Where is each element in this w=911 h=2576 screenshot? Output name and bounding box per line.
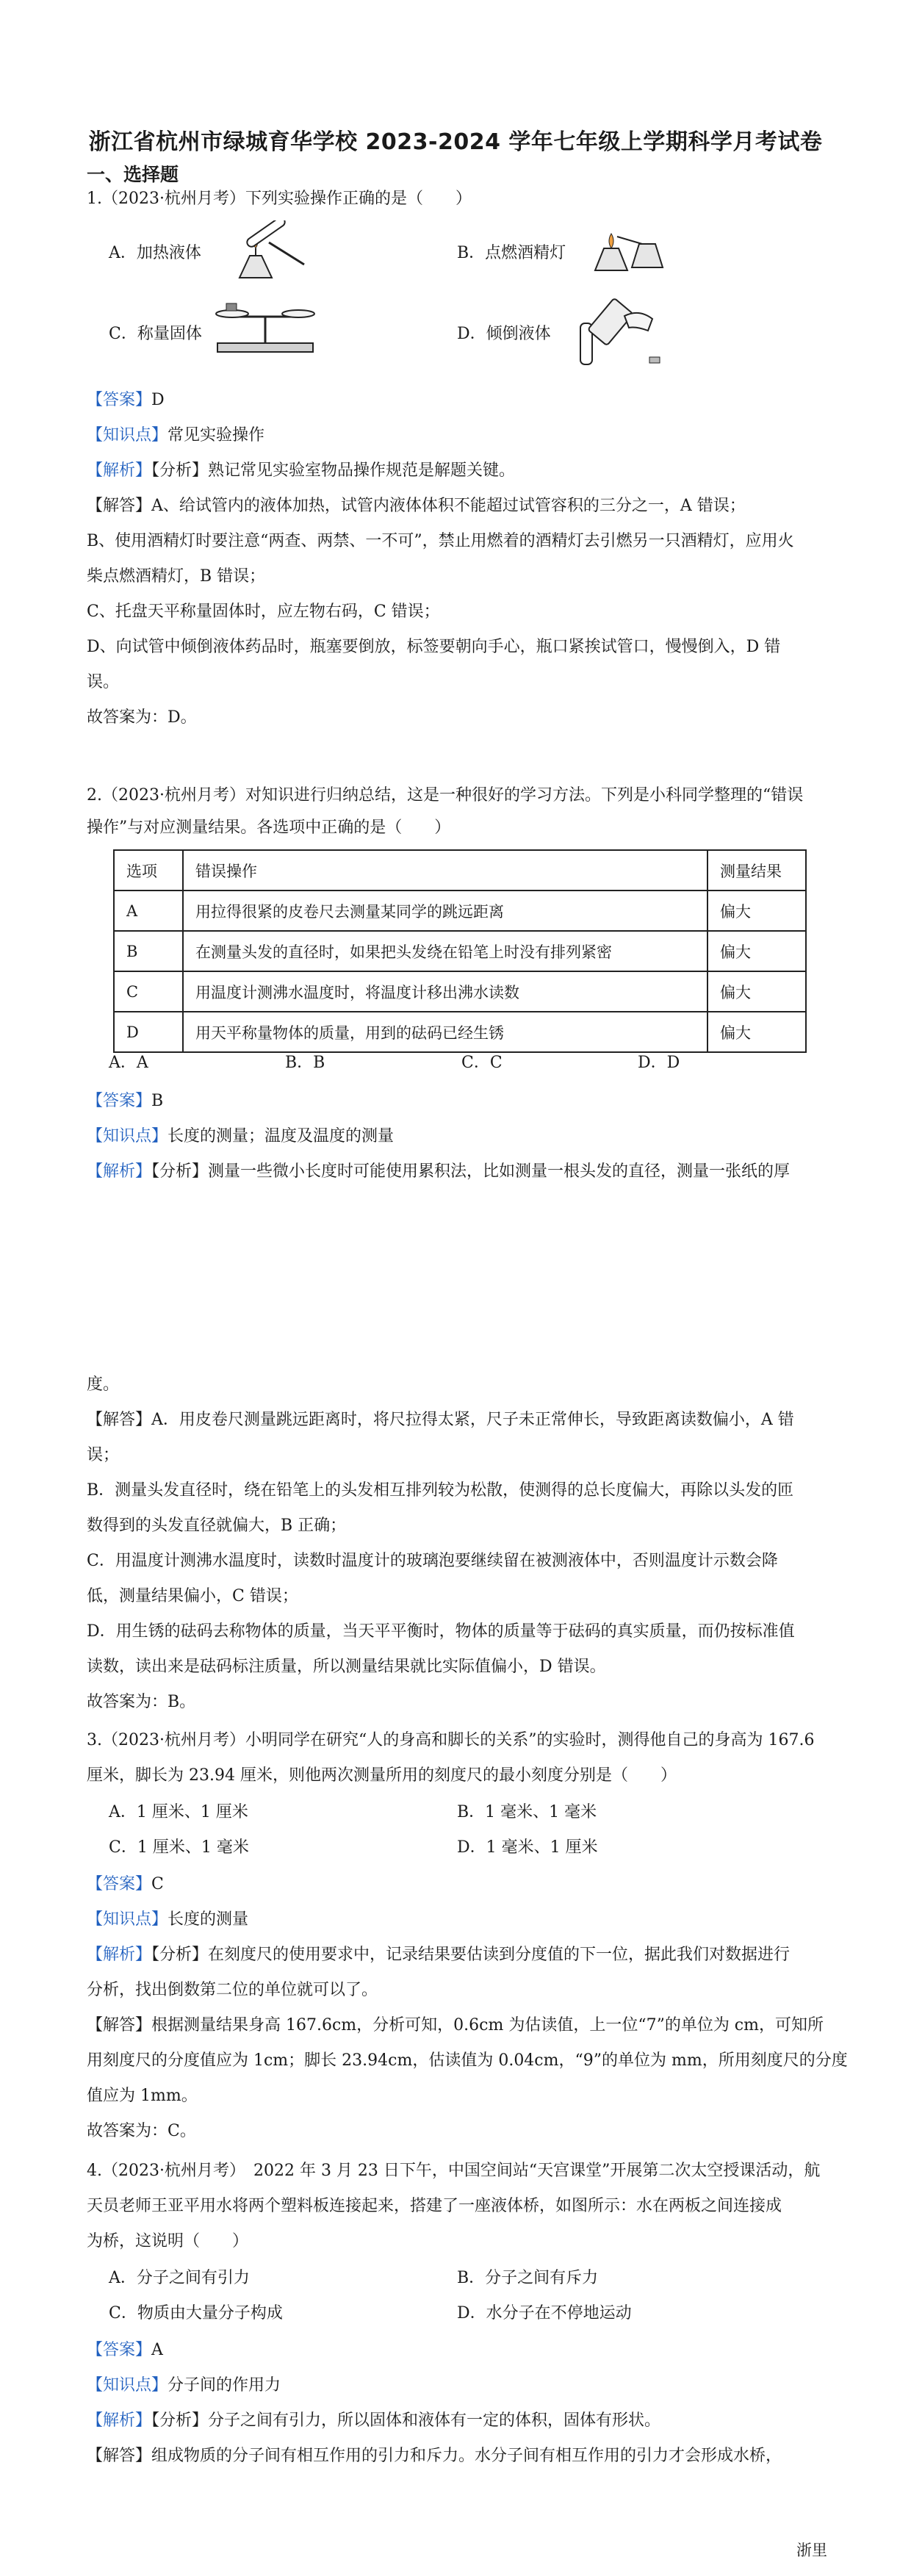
q1-solution-line: C、托盘天平称量固体时，应左物右码，C 错误； [87,602,440,621]
section-heading: 一、选择题 [87,164,179,185]
balance-illustration [203,298,328,356]
q2-analysis: 【解析】【分析】测量一些微小长度时可能使用累积法，比如测量一根头发的直径，测量一张纸的厚 [87,1162,791,1181]
q2-option-c: C．C [461,1054,503,1072]
alcohol-lamp-icon [240,256,272,278]
q3-solution-line: 故答案为：C。 [87,2122,196,2140]
q3-option-d: D．1 毫米、1 厘米 [457,1838,598,1857]
q1-stem: 1.（2023·杭州月考）下列实验操作正确的是（ ） [87,190,472,208]
q3-option-c: C．1 厘米、1 毫米 [109,1838,249,1857]
right-pan-icon [282,310,314,317]
q1-option-d: D．倾倒液体 [457,325,551,343]
q2-option-a: A．A [109,1054,148,1072]
table-cell: 偏大 [707,971,806,1012]
q4-knowledge-point: 【知识点】分子间的作用力 [87,2376,281,2395]
table-row [114,1012,806,1052]
q2-stem: 2.（2023·杭州月考）对知识进行归纳总结，这是一种很好的学习方法。下列是小科同学整理的“错误 [87,786,804,805]
q4-answer: 【答案】A [87,2341,163,2359]
q4-solution-line: 【解答】组成物质的分子间有相互作用的引力和斥力。水分子间有相互作用的引力才会形成水桥， [87,2447,782,2465]
q2-table [113,849,807,1053]
q2-solution-line: 误； [87,1446,120,1464]
table-cell: 偏大 [707,931,806,971]
q1-solution-line: 柴点燃酒精灯，B 错误； [87,567,266,586]
q2-stem: 操作”与对应测量结果。各选项中正确的是（ ） [87,819,451,837]
q4-stem: 天员老师王亚平用水将两个塑料板连接起来，搭建了一座液体桥，如图所示：水在两板之间连接成 [87,2197,782,2215]
q2-answer: 【答案】B [87,1092,164,1110]
table-cell: 在测量头发的直径时，如果把头发绕在铅笔上时没有排列紧密 [183,931,707,971]
q3-solution-line: 分析，找出倒数第二位的单位就可以了。 [87,1981,378,1999]
q4-analysis: 【解析】【分析】分子之间有引力，所以固体和液体有一定的体积，固体有形状。 [87,2411,661,2430]
table-cell: C [114,971,183,1012]
q1-knowledge-point: 【知识点】常见实验操作 [87,426,265,445]
q4-option-a: A．分子之间有引力 [109,2269,250,2287]
table-header-cell: 错误操作 [183,850,707,891]
q3-solution-line: 值应为 1mm。 [87,2087,198,2105]
q2-solution-line: 故答案为：B。 [87,1693,196,1711]
table-cell: 偏大 [707,891,806,931]
q2-knowledge-point: 【知识点】长度的测量；温度及温度的测量 [87,1127,395,1145]
balance-base-icon [217,343,313,352]
q2-solution-line: 【解答】A．用皮卷尺测量跳远距离时，将尺拉得太紧，尺子未正常伸长，导致距离读数偏小，A 错 [87,1411,794,1429]
corner-watermark: 浙里 [796,2541,827,2559]
tube-holder-icon [269,242,304,265]
q2-solution-line: C．用温度计测沸水温度时，读数时温度计的玻璃泡要继续留在被测液体中，否则温度计示数会降 [87,1552,778,1570]
q2-analysis-continued: 度。 [87,1375,120,1394]
q1-solution-line: B、使用酒精灯时要注意“两查、两禁、一不可”，禁止用燃着的酒精灯去引燃另一只酒精灯，应用火 [87,532,794,550]
q1-option-b: B．点燃酒精灯 [457,244,566,262]
table-header-row [114,850,806,891]
q3-analysis: 【解析】【分析】在刻度尺的使用要求中，记录结果要估读到分度值的下一位，据此我们对数据进行 [87,1946,791,1964]
table-cell: 用温度计测沸水温度时，将温度计移出沸水读数 [183,971,707,1012]
q4-stem: 4.（2023·杭州月考） 2022 年 3 月 23 日下午，中国空间站“天宫课堂”开展第二次太空授课活动，航 [87,2162,821,2180]
stopper-icon [649,357,660,363]
pouring-liquid-illustration [566,294,669,367]
q2-solution-line: 低，测量结果偏小，C 错误； [87,1587,298,1605]
table-row [114,931,806,971]
q1-solution-line: D、向试管中倾倒液体药品时，瓶塞要倒放，标签要朝向手心，瓶口紧挨试管口，慢慢倒入，D 错 [87,638,781,656]
table-row [114,971,806,1012]
q1-option-a: A．加热液体 [109,244,201,262]
table-cell: 偏大 [707,1012,806,1052]
q1-solution-line: 故答案为：D。 [87,708,197,727]
weight-icon [226,303,237,311]
q1-solution-line: 【解答】A、给试管内的液体加热，试管内液体体积不能超过试管容积的三分之一，A 错误； [87,497,746,515]
q2-option-d: D．D [638,1054,680,1072]
q2-solution-line: 读数，读出来是砝码标注质量，所以测量结果就比实际值偏小，D 错误。 [87,1658,606,1676]
q3-option-b: B．1 毫米、1 毫米 [457,1803,597,1821]
q2-option-b: B．B [285,1054,325,1072]
q3-knowledge-point: 【知识点】长度的测量 [87,1910,249,1929]
alcohol-lamp-icon [595,248,627,270]
table-header-cell: 选项 [114,850,183,891]
second-lamp-icon [632,244,663,267]
flame-icon [609,234,613,248]
q4-option-c: C．物质由大量分子构成 [109,2304,283,2323]
exam-title: 浙江省杭州市绿城育华学校 2023-2024 学年七年级上学期科学月考试卷 [88,129,823,155]
q4-option-b: B．分子之间有斥力 [457,2269,599,2287]
table-cell: 用天平称量物体的质量，用到的砝码已经生锈 [183,1012,707,1052]
hand-icon [624,313,652,331]
q3-option-a: A．1 厘米、1 厘米 [109,1803,248,1821]
table-header-cell: 测量结果 [707,850,806,891]
table-cell: 用拉得很紧的皮卷尺去测量某同学的跳远距离 [183,891,707,931]
q3-stem: 厘米，脚长为 23.94 厘米，则他两次测量所用的刻度尺的最小刻度分别是（ ） [87,1766,677,1785]
table-row [114,891,806,931]
table-cell: B [114,931,183,971]
q4-option-d: D．水分子在不停地运动 [457,2304,632,2323]
q2-solution-line: B．测量头发直径时，绕在铅笔上的头发相互排列较为松散，使测得的总长度偏大，再除以头发的匝 [87,1481,794,1500]
q3-answer: 【答案】C [87,1875,164,1893]
q1-solution-line: 误。 [87,673,120,691]
q3-solution-line: 【解答】根据测量结果身高 167.6cm，分析可知，0.6cm 为估读值，上一位“7”的单位为 cm，可知所 [87,2016,824,2034]
q1-option-c: C．称量固体 [109,325,202,343]
table-cell: D [114,1012,183,1052]
q3-stem: 3.（2023·杭州月考）小明同学在研究“人的身高和脚长的关系”的实验时，测得他自己的身高为 167.6 [87,1731,815,1749]
q2-solution-line: 数得到的头发直径就偏大，B 正确； [87,1517,347,1535]
lighting-lamp-illustration [588,219,669,278]
q1-answer: 【答案】D [87,391,165,409]
q1-analysis: 【解析】【分析】熟记常见实验室物品操作规范是解题关键。 [87,461,516,480]
q3-solution-line: 用刻度尺的分度值应为 1cm；脚长 23.94cm，估读值为 0.04cm，“9”的单位为 mm，所用刻度尺的分度 [87,2051,848,2070]
q2-solution-line: D．用生锈的砝码去称物体的质量，当天平平衡时，物体的质量等于砝码的真实质量，而仍按标准值 [87,1622,795,1641]
heating-liquid-illustration [217,220,313,287]
q4-stem: 为桥，这说明（ ） [87,2232,249,2251]
test-tube-icon [245,220,287,248]
table-cell: A [114,891,183,931]
